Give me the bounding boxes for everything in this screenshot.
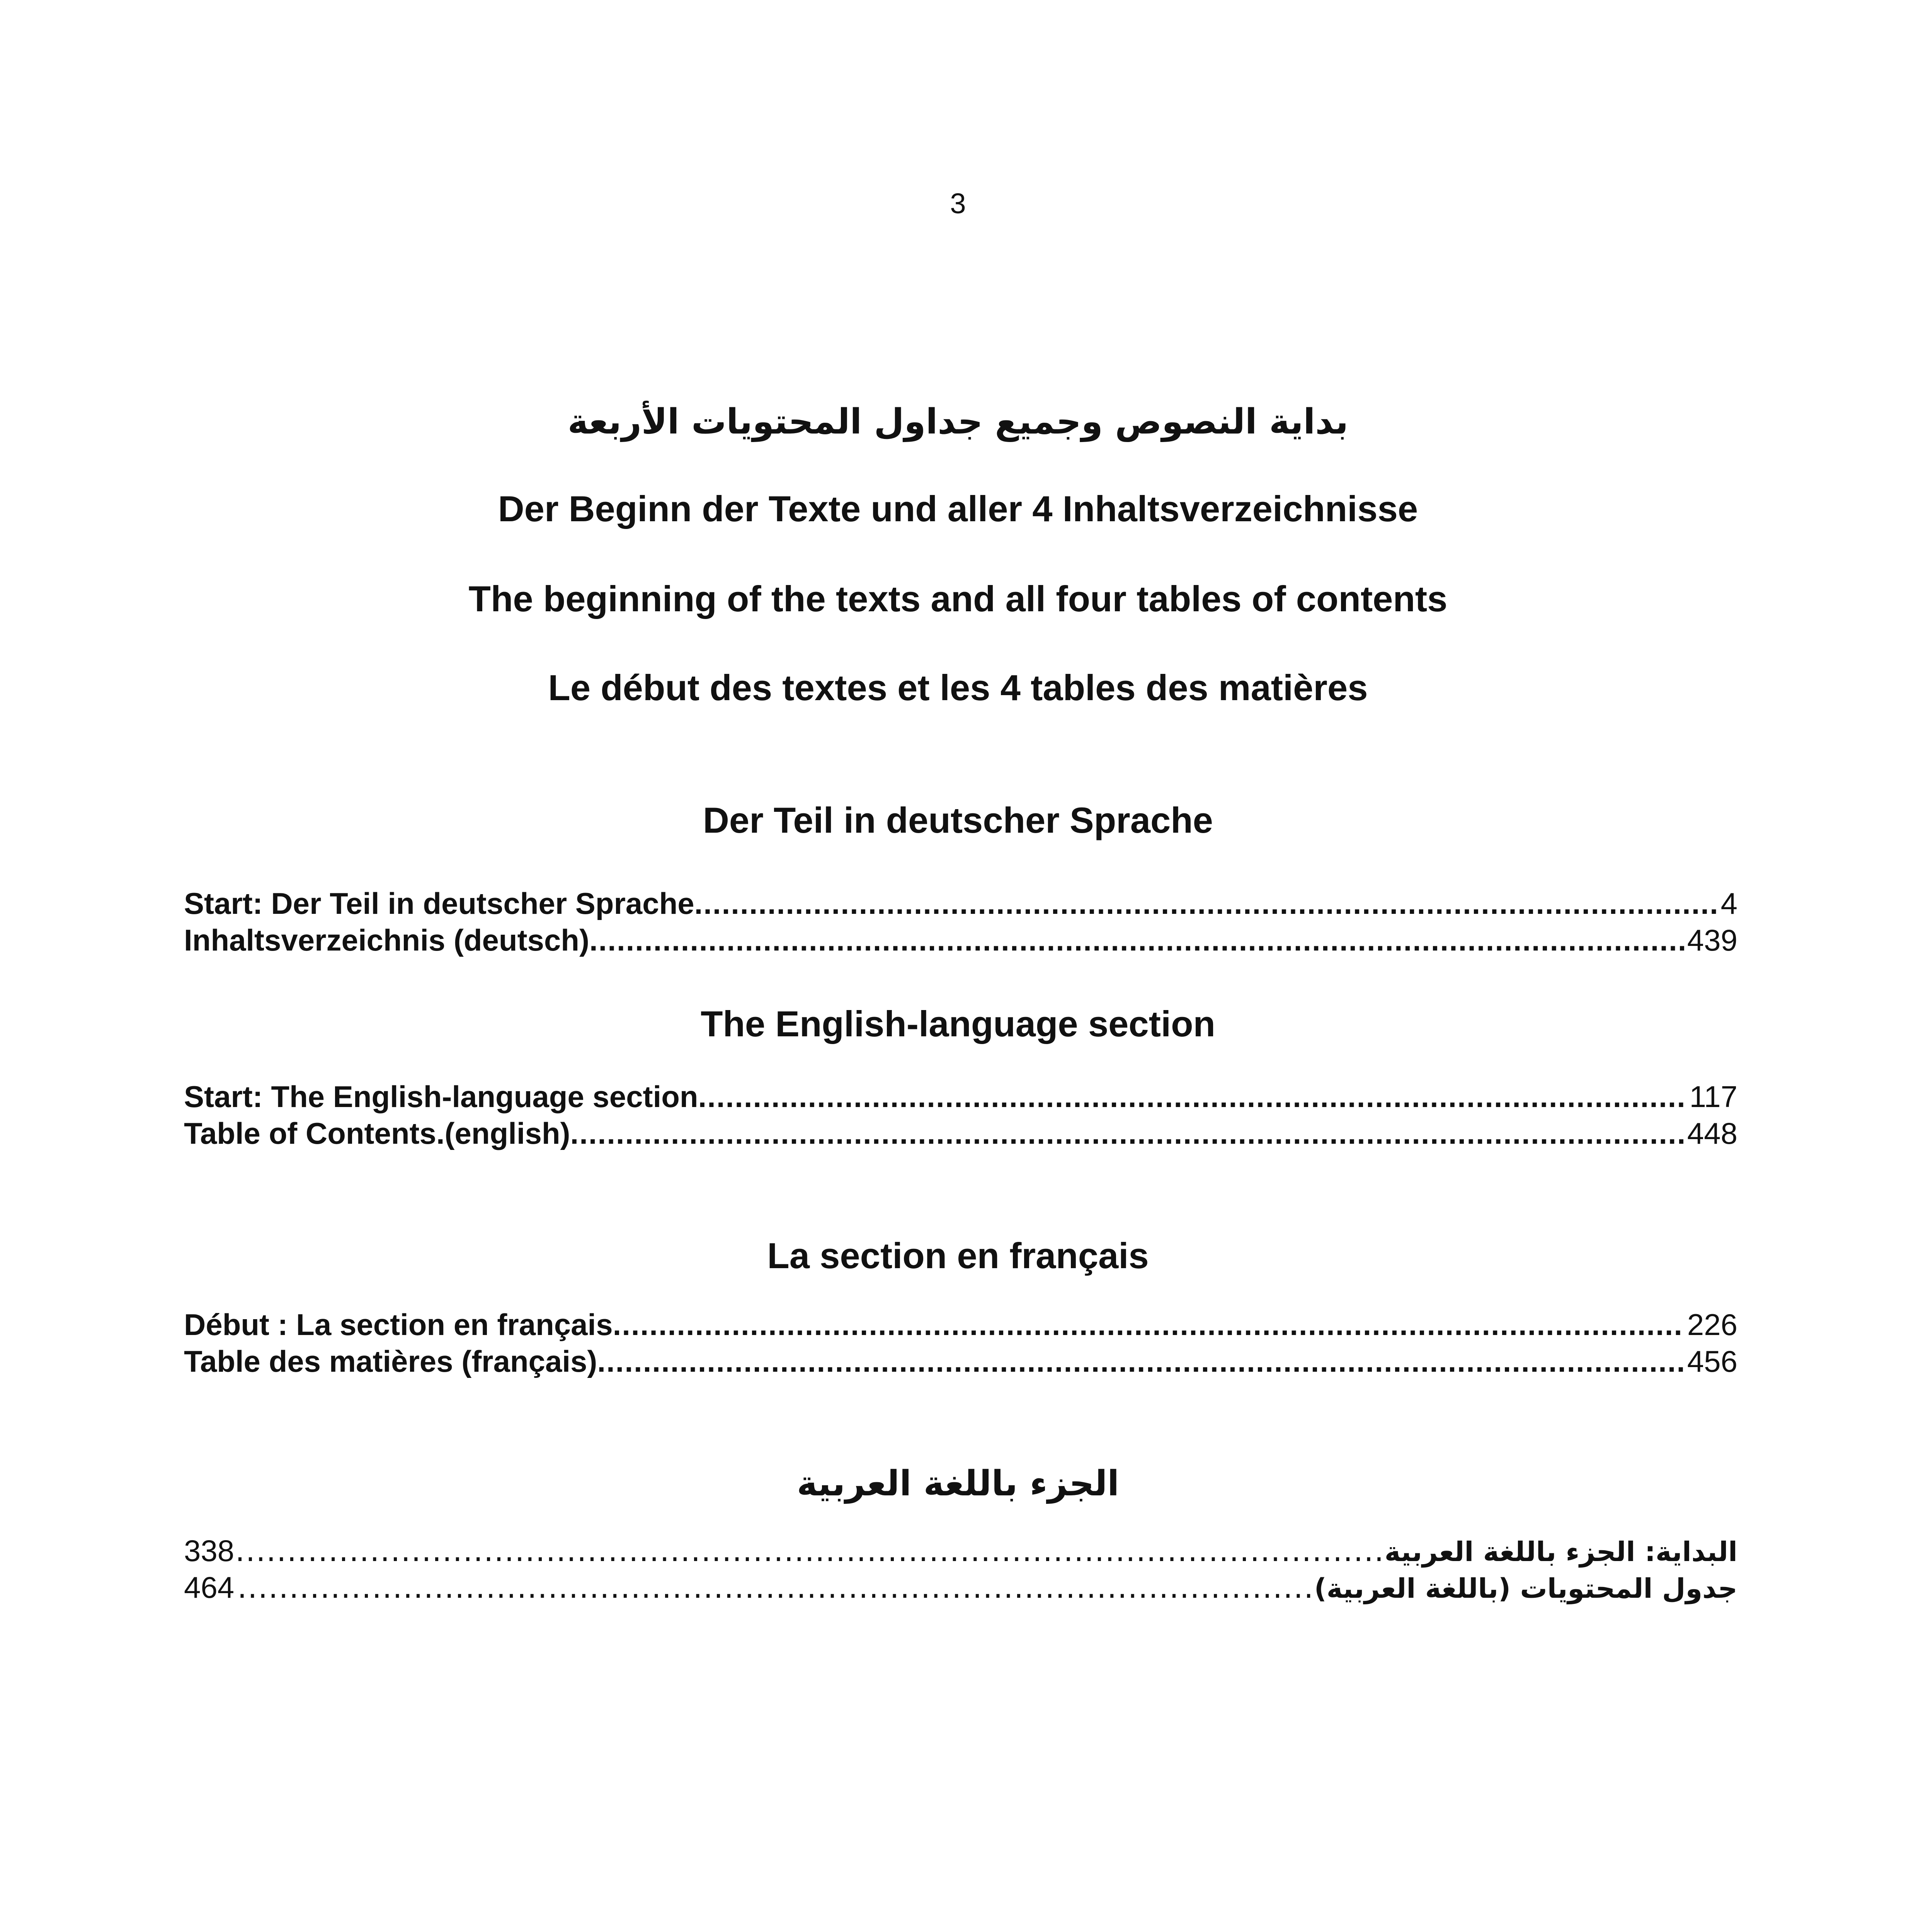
dot-leader: [694, 885, 1719, 922]
toc-entry-french-contents[interactable]: [184, 1343, 1737, 1380]
toc-entry-page: 338: [184, 1534, 235, 1568]
toc-entry-english-contents[interactable]: [184, 1115, 1737, 1152]
dot-leader: [698, 1078, 1687, 1115]
dot-leader: [613, 1306, 1685, 1343]
toc-entry-label: Table of Contents.(english): [184, 1116, 570, 1150]
toc-entry-label: Start: The English-language section: [184, 1080, 698, 1114]
toc-entry-german-start[interactable]: [184, 885, 1737, 922]
toc-entry-label: جدول المحتويات (باللغة العربية): [1314, 1573, 1737, 1604]
toc-entry-german-contents[interactable]: [184, 922, 1737, 959]
dot-leader: [570, 1115, 1685, 1152]
title-german: Der Beginn der Texte und aller 4 Inhaltsverzeichnisse: [498, 488, 1418, 529]
toc-entry-page: 448: [1687, 1116, 1737, 1150]
page-number: 3: [950, 187, 966, 219]
toc-entry-label: Table des matières (français): [184, 1344, 597, 1378]
toc-entry-page: 456: [1687, 1344, 1737, 1378]
toc-entry-label: Start: Der Teil in deutscher Sprache: [184, 886, 694, 920]
toc-entry-page: 464: [184, 1570, 235, 1604]
section-heading-french: La section en français: [767, 1235, 1149, 1276]
toc-entry-arabic-contents[interactable]: [184, 1569, 1737, 1606]
toc-entry-label: البداية: الجزء باللغة العربية: [1384, 1536, 1737, 1568]
section-heading-german: Der Teil in deutscher Sprache: [703, 800, 1213, 840]
title-english: The beginning of the texts and all four tables of contents: [468, 578, 1448, 619]
toc-entry-page: 4: [1720, 886, 1737, 920]
dot-leader: [237, 1532, 1385, 1569]
toc-entry-french-start[interactable]: [184, 1306, 1737, 1343]
toc-entry-english-start[interactable]: [184, 1078, 1737, 1115]
toc-entry-arabic-start[interactable]: [184, 1532, 1737, 1569]
section-heading-arabic: الجزء باللغة العربية: [796, 1463, 1120, 1504]
title-arabic: بداية النصوص وجميع جداول المحتويات الأربعة: [567, 401, 1349, 442]
toc-entry-page: 226: [1687, 1308, 1737, 1342]
toc-entry-label: Début : La section en français: [184, 1308, 613, 1342]
toc-entry-page: 117: [1689, 1080, 1737, 1114]
dot-leader: [237, 1569, 1314, 1606]
toc-entry-page: 439: [1687, 923, 1737, 957]
section-heading-english: The English-language section: [701, 1003, 1215, 1044]
toc-entry-label: Inhaltsverzeichnis (deutsch): [184, 923, 589, 957]
dot-leader: [589, 922, 1685, 959]
dot-leader: [597, 1343, 1685, 1380]
title-french: Le début des textes et les 4 tables des matières: [548, 667, 1368, 708]
